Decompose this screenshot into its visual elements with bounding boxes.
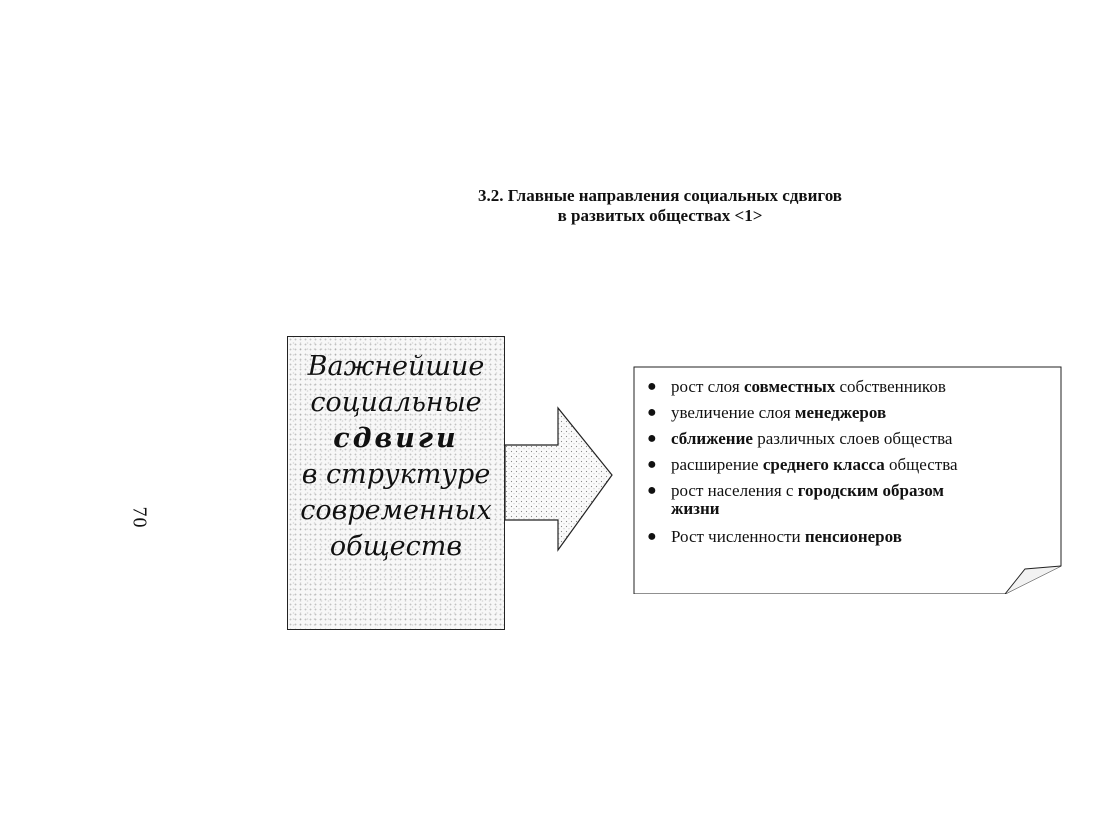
left-line-2: социальные [310, 387, 482, 418]
left-line-5: современных [300, 495, 492, 526]
bullet-icon: ● [647, 528, 657, 545]
left-concept-box [287, 336, 505, 630]
bullet-icon: ● [647, 378, 657, 395]
social-shifts-list [647, 374, 1057, 550]
bullet-icon: ● [647, 404, 657, 421]
bullet-icon: ● [647, 456, 657, 473]
bullet-icon: ● [647, 482, 657, 499]
right-list-box [633, 366, 1063, 594]
left-line-6: обществ [329, 531, 463, 562]
list-item: ● рост населения с городским образом жизни [647, 478, 1057, 518]
arrow-right-icon [500, 405, 615, 555]
title-line-1: 3.2. Главные направления социальных сдвигов [478, 186, 842, 205]
left-line-1: Важнейшие [307, 351, 485, 382]
list-item: ● расширение среднего класса общества [647, 452, 1057, 478]
list-item: ● рост слоя совместных собственников [647, 374, 1057, 400]
page-number: 70 [128, 506, 151, 529]
list-item: ● сближение различных слоев общества [647, 426, 1057, 452]
page-title [350, 186, 970, 226]
left-line-3: сдвиги [333, 423, 459, 454]
list-item: ● Рост численности пенсионеров [647, 524, 1057, 550]
left-line-4: в структуре [301, 459, 491, 490]
left-box-text [288, 349, 504, 565]
list-item: ● увеличение слоя менеджеров [647, 400, 1057, 426]
bullet-icon: ● [647, 430, 657, 447]
title-line-2: в развитых обществах <1> [557, 206, 763, 225]
